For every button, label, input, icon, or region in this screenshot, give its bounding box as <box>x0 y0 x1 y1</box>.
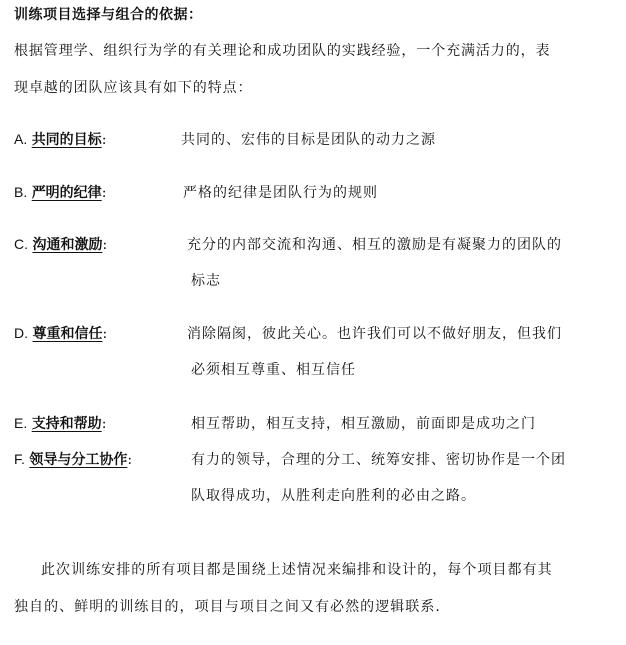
item-c-letter: C. <box>14 236 28 252</box>
item-d-colon: : <box>102 326 108 342</box>
item-c-name: 沟通和激励 <box>32 237 103 253</box>
item-b-label <box>14 182 106 202</box>
item-e-name: 支持和帮助 <box>31 416 102 432</box>
closing-line-2: 独自的、鲜明的训练目的，项目与项目之间又有必然的逻辑联系. <box>14 599 441 615</box>
item-b-colon: : <box>101 185 107 201</box>
item-d-desc-line-1: 消除隔阂，彼此关心。也许我们可以不做好朋友，但我们 <box>187 326 562 342</box>
intro-line-2: 现卓越的团队应该具有如下的特点： <box>14 80 253 96</box>
item-e-desc: 相互帮助，相互支持，相互激励，前面即是成功之门 <box>191 416 536 432</box>
intro-line-1: 根据管理学、组织行为学的有关理论和成功团队的实践经验，一个充满活力的，表 <box>14 43 551 59</box>
item-c-desc-line-2: 标志 <box>191 273 221 289</box>
item-f-desc-line-1: 有力的领导，合理的分工、统筹安排、密切协作是一个团 <box>191 452 566 468</box>
item-b-name: 严明的纪律 <box>31 185 102 201</box>
item-e-label <box>14 413 106 433</box>
item-d-letter: D. <box>14 325 28 341</box>
item-f-name: 领导与分工协作 <box>29 452 128 468</box>
item-e-letter: E. <box>14 415 28 431</box>
item-b-letter: B. <box>14 184 28 200</box>
item-d-label <box>14 323 107 343</box>
item-f-colon: : <box>127 452 133 468</box>
closing-line-1: 此次训练安排的所有项目都是围绕上述情况来编排和设计的，每个项目都有其 <box>41 562 553 578</box>
item-d-name: 尊重和信任 <box>32 326 103 342</box>
item-a-colon: : <box>101 132 107 148</box>
item-b-desc: 严格的纪律是团队行为的规则 <box>183 185 378 201</box>
item-a-letter: A. <box>14 131 28 147</box>
item-a-label <box>14 129 106 149</box>
item-f-desc-line-2: 队取得成功，从胜利走向胜利的必由之路。 <box>191 488 476 504</box>
item-d-desc-line-2: 必须相互尊重、相互信任 <box>191 362 356 378</box>
item-c-desc-line-1: 充分的内部交流和沟通、相互的激励是有凝聚力的团队的 <box>187 237 562 253</box>
item-c-colon: : <box>102 237 108 253</box>
item-a-desc: 共同的、宏伟的目标是团队的动力之源 <box>181 132 436 148</box>
item-e-colon: : <box>101 416 107 432</box>
item-c-label <box>14 234 107 254</box>
item-f-label <box>14 449 132 469</box>
document-title: 训练项目选择与组合的依据： <box>14 7 203 23</box>
item-a-name: 共同的目标 <box>31 132 102 148</box>
item-f-letter: F. <box>14 451 25 467</box>
